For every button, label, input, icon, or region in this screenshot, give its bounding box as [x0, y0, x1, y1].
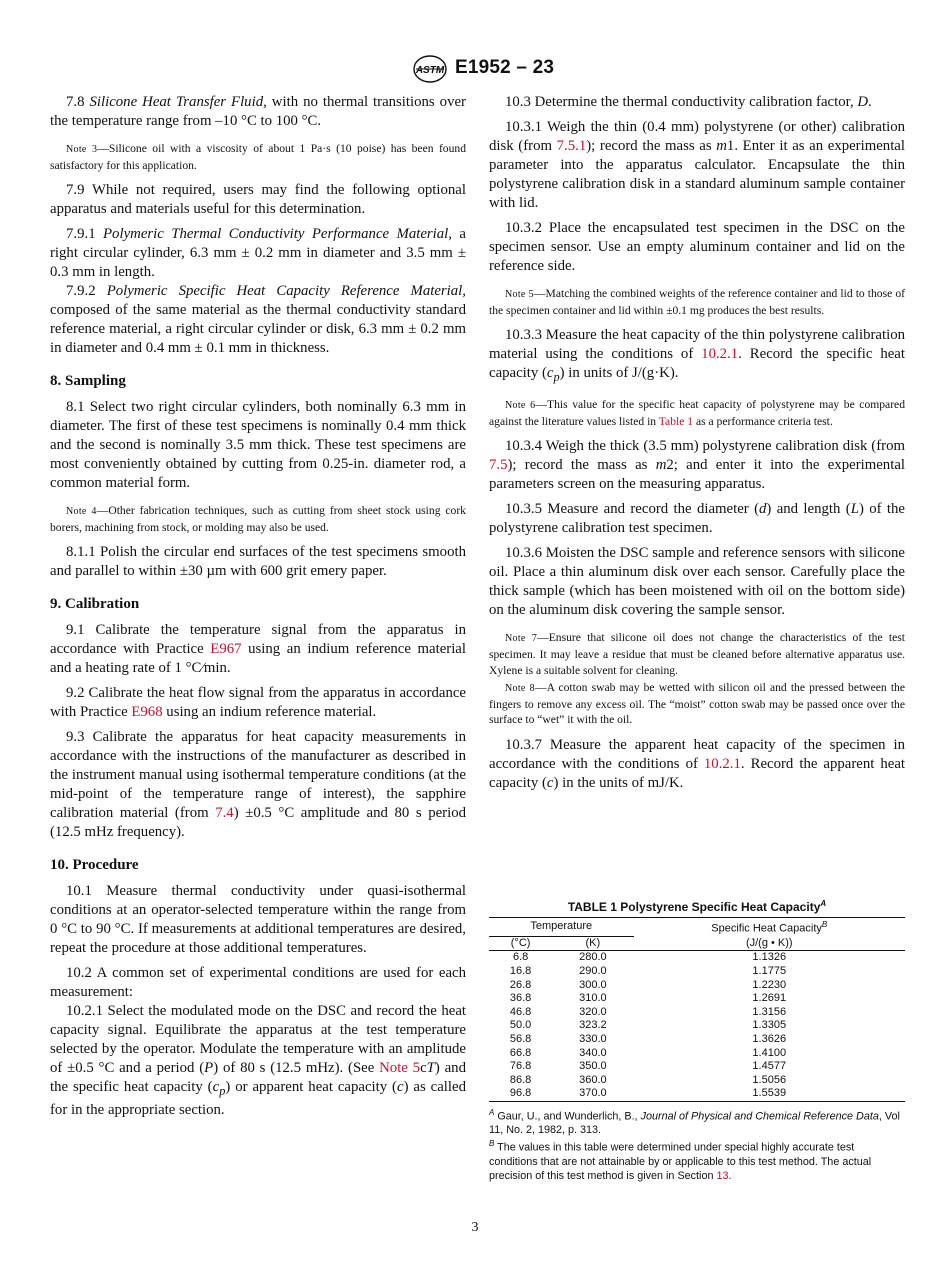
table-row — [489, 1047, 905, 1061]
para-10-1: 10.1 Measure thermal conductivity under quasi-isothermal conditions at an operator-selected temperature within the range from 0 °C to 90 °C. If measurements at additional temperatures are desired, repeat the procedure at those additional temperatures. — [50, 883, 466, 957]
para-7-9-1: 7.9.1 Polymeric Thermal Conductivity Performance Material, a right circular cylinder, 6.3 mm ± 0.2 mm in diameter and 3.5 mm ± 0.3 mm in length. — [50, 226, 466, 281]
para-10-2: 10.2 A common set of experimental conditions are used for each measurement: — [50, 965, 466, 1001]
table-cell: 1.2230 — [752, 978, 787, 991]
table-row — [489, 979, 905, 993]
table-cell: 323.2 — [579, 1019, 607, 1032]
link-7-5[interactable]: 7.5 — [489, 457, 508, 474]
para-10-3-4: 10.3.4 Weigh the thick (3.5 mm) polystyrene calibration disk (from 7.5); record the mass as m2; and enter it into the experimental parameters screen on the measuring apparatus. — [489, 438, 905, 493]
svg-text:ASTM: ASTM — [415, 65, 445, 76]
table-cell: 330.0 — [579, 1032, 607, 1045]
table-cell: 360.0 — [579, 1073, 607, 1086]
note-3: Note 3—Silicone oil with a viscosity of about 1 Pa·s (10 poise) has been found satisfactory for this application. — [50, 142, 466, 172]
table-cell: 1.1326 — [752, 951, 787, 964]
table-cell: 36.8 — [509, 992, 532, 1005]
link-e967[interactable]: E967 — [210, 641, 242, 658]
unit-kelvin: (K) — [552, 936, 633, 951]
link-7-5-1[interactable]: 7.5.1 — [556, 138, 587, 154]
table-cell: 16.8 — [509, 964, 532, 977]
unit-celsius: (°C) — [489, 936, 552, 951]
table-cell: 50.0 — [509, 1019, 532, 1032]
table-cell: 46.8 — [509, 1005, 532, 1018]
table-cell: 26.8 — [509, 978, 532, 991]
link-10-2-1[interactable]: 10.2.1 — [701, 346, 739, 363]
link-section-13[interactable]: 13 — [716, 1170, 729, 1183]
para-7-9-2: 7.9.2 Polymeric Specific Heat Capacity Reference Material, composed of the same material as the thermal conductivity standard reference material, a right circular cylinder or disk, 6.3 mm ± 0.2 mm in diameter and 0.4 mm ± 0.1 mm in thickness. — [50, 283, 466, 357]
table-cell: 310.0 — [579, 992, 607, 1005]
link-e968[interactable]: E968 — [131, 704, 163, 721]
table-cell: 1.3156 — [752, 1005, 787, 1018]
table-row — [489, 1006, 905, 1020]
table-cell: 86.8 — [509, 1073, 532, 1086]
col-group-temperature: Temperature — [489, 918, 634, 937]
astm-logo-icon — [410, 54, 450, 84]
table-cell: 56.8 — [509, 1032, 532, 1045]
link-7-4[interactable]: 7.4 — [215, 805, 234, 822]
table-caption: TABLE 1 Polystyrene Specific Heat Capacity$^A$ — [567, 899, 827, 914]
para-10-3: 10.3 Determine the thermal conductivity calibration factor, D. — [505, 94, 872, 110]
table-cell: 1.1775 — [752, 964, 787, 977]
link-note-5[interactable]: Note 5 — [379, 1060, 421, 1077]
table-cell: 1.3305 — [752, 1019, 787, 1032]
table-row — [489, 951, 905, 965]
left-column — [50, 93, 466, 1126]
table-cell: 320.0 — [579, 1005, 607, 1018]
section-heading-calibration: 9. Calibration — [50, 596, 140, 613]
footnote-b: $^B$ The values in this table were determined under special highly accurate test conditions that are not attainable by or applicable to this test method. The actual precision of this test method is given in Section 13. — [489, 1139, 872, 1183]
page-number: 3 — [471, 1220, 479, 1235]
table-cell: 350.0 — [579, 1060, 607, 1073]
table-cell: 1.2691 — [752, 992, 787, 1005]
para-8-1-1: 8.1.1 Polish the circular end surfaces of the test specimens smooth and parallel to within ±30 µm with 600 grit emery paper. — [50, 544, 466, 580]
table-row — [489, 965, 905, 979]
para-10-3-7: 10.3.7 Measure the apparent heat capacity of the specimen in accordance with the conditions of 10.2.1. Record the apparent heat capacity (c) in the units of mJ/K. — [489, 736, 905, 791]
section-heading-procedure: 10. Procedure — [50, 857, 139, 874]
para-10-3-6: 10.3.6 Moisten the DSC sample and reference sensors with silicone oil. Place a thin aluminum disk over each sensor. Carefully place the thick sample (which has been moistened with oil on the bottom side) on the aluminum disk covering the sample sensor. — [489, 545, 905, 619]
table-cell: 6.8 — [512, 951, 529, 964]
table-cell: 300.0 — [579, 978, 607, 991]
link-10-2-1-b[interactable]: 10.2.1 — [703, 755, 741, 772]
para-9-1: 9.1 Calibrate the temperature signal from the apparatus in accordance with Practice E967 using an indium reference material and a heating rate of 1 °C⁄min. — [50, 622, 466, 677]
table-row — [489, 1074, 905, 1088]
table-row — [489, 1087, 905, 1101]
unit-heat-capacity: (J/(g • K)) — [634, 936, 905, 951]
note-6: Note 6—This value for the specific heat capacity of polystyrene may be compared against the literature values listed in Table 1 as a performance criteria test. — [489, 398, 905, 428]
table-cell: 96.8 — [489, 1087, 552, 1101]
note-7: Note 7—Ensure that silicone oil does not change the characteristics of the test specimen. It may leave a residue that must be cleaned before alternative apparatus use. Xylene is a suitable solvent for cleaning. — [489, 631, 905, 677]
table-1 — [489, 899, 905, 1183]
table-cell: 1.5539 — [634, 1087, 905, 1101]
note-8: Note 8—A cotton swab may be wetted with silicon oil and the pressed between the fingers to remove any excess oil. The “moist” cotton swab may be passed once over the surface to “wet” it with the oil. — [489, 681, 905, 727]
table-cell: 1.5056 — [752, 1073, 787, 1086]
table-cell: 66.8 — [509, 1046, 532, 1059]
para-10-3-1: 10.3.1 Weigh the thin (0.4 mm) polystyrene (or other) calibration disk (from 7.5.1); record the mass as m1. Enter it as an experimental parameter into the apparatus calculator. Encapsulate the thin polystyrene calibration disk in a standard aluminum sample container with lid. — [489, 119, 905, 211]
para-10-3-3: 10.3.3 Measure the heat capacity of the thin polystyrene calibration material using the conditions of 10.2.1. Record the specific heat capacity $(c_p)$ in units of J/(g·K). — [489, 327, 905, 385]
note-5: Note 5—Matching the combined weights of the reference container and lid to those of the specimen container and lid within ±0.1 mg produces the best results. — [489, 287, 905, 317]
page-header — [0, 54, 950, 84]
table-cell: 1.4577 — [752, 1060, 787, 1073]
para-9-2: 9.2 Calibrate the heat flow signal from the apparatus in accordance with Practice E968 using an indium reference material. — [50, 685, 466, 721]
table-cell: 76.8 — [509, 1060, 532, 1073]
para-10-2-1: 10.2.1 Select the modulated mode on the DSC and record the heat capacity signal. Equilibrate the apparatus at the test temperature selected by the operator. Modulate the temperature with an amplitude of ±0.5 °C and a period (P) of 80 s (12.5 mHz). (See Note 5cT) and the specific heat capacity $(c_p)$ or apparent heat capacity (c) as called for in the appropriate section. — [50, 1003, 466, 1119]
standard-designation: E1952 – 23 — [455, 57, 555, 78]
para-7-8: 7.8 Silicone Heat Transfer Fluid, with no thermal transitions over the temperature range from –10 °C to 100 °C. — [50, 94, 466, 129]
table-row — [489, 1033, 905, 1047]
table-cell: 1.4100 — [752, 1046, 787, 1059]
para-10-3-2: 10.3.2 Place the encapsulated test specimen in the DSC on the specimen sensor. Use an empty aluminum container and lid on the reference side. — [489, 220, 905, 274]
para-7-9: 7.9 While not required, users may find the following optional apparatus and materials useful for this determination. — [50, 182, 466, 218]
footnote-a: $^A$ Gaur, U., and Wunderlich, B., Journal of Physical and Chemical Reference Data, Vol 11, No. 2, 1982, p. 313. — [489, 1107, 900, 1137]
table-row — [489, 1060, 905, 1074]
table-cell: 370.0 — [552, 1087, 633, 1101]
right-column — [489, 93, 905, 799]
table-cell: 280.0 — [579, 951, 607, 964]
link-table-1[interactable]: Table 1 — [658, 414, 694, 428]
table-cell: 340.0 — [579, 1046, 607, 1059]
note-4: Note 4—Other fabrication techniques, such as cutting from sheet stock using cork borers, machining from stock, or molding may also be used. — [50, 504, 466, 534]
section-heading-sampling: 8. Sampling — [50, 373, 126, 390]
para-10-3-5: 10.3.5 Measure and record the diameter (d) and length (L) of the polystyrene calibration test specimen. — [489, 501, 905, 537]
table-row — [489, 1019, 905, 1033]
table-cell: 1.3626 — [752, 1032, 787, 1045]
col-group-heat-capacity: Specific Heat Capacity$^B$ — [634, 918, 905, 937]
table-cell: 290.0 — [579, 964, 607, 977]
para-9-3: 9.3 Calibrate the apparatus for heat capacity measurements in accordance with the instructions of the manufacturer as described in the instrument manual using isothermal temperature conditions (at the mid-point of the temperature range of interest), the sapphire calibration material (from 7.4) ±0.5 °C amplitude and 80 s period (12.5 mHz frequency). — [50, 729, 466, 841]
table-row — [489, 992, 905, 1006]
heat-capacity-table — [489, 917, 905, 1102]
para-8-1: 8.1 Select two right circular cylinders, both nominally 6.3 mm in diameter. The first of these test specimens is nominally 0.4 mm thick and the second is nominally 3.5 mm thick. These test specimens are most conveniently obtained by cutting from 0.25-in. diameter rod, a common material form. — [50, 399, 466, 492]
